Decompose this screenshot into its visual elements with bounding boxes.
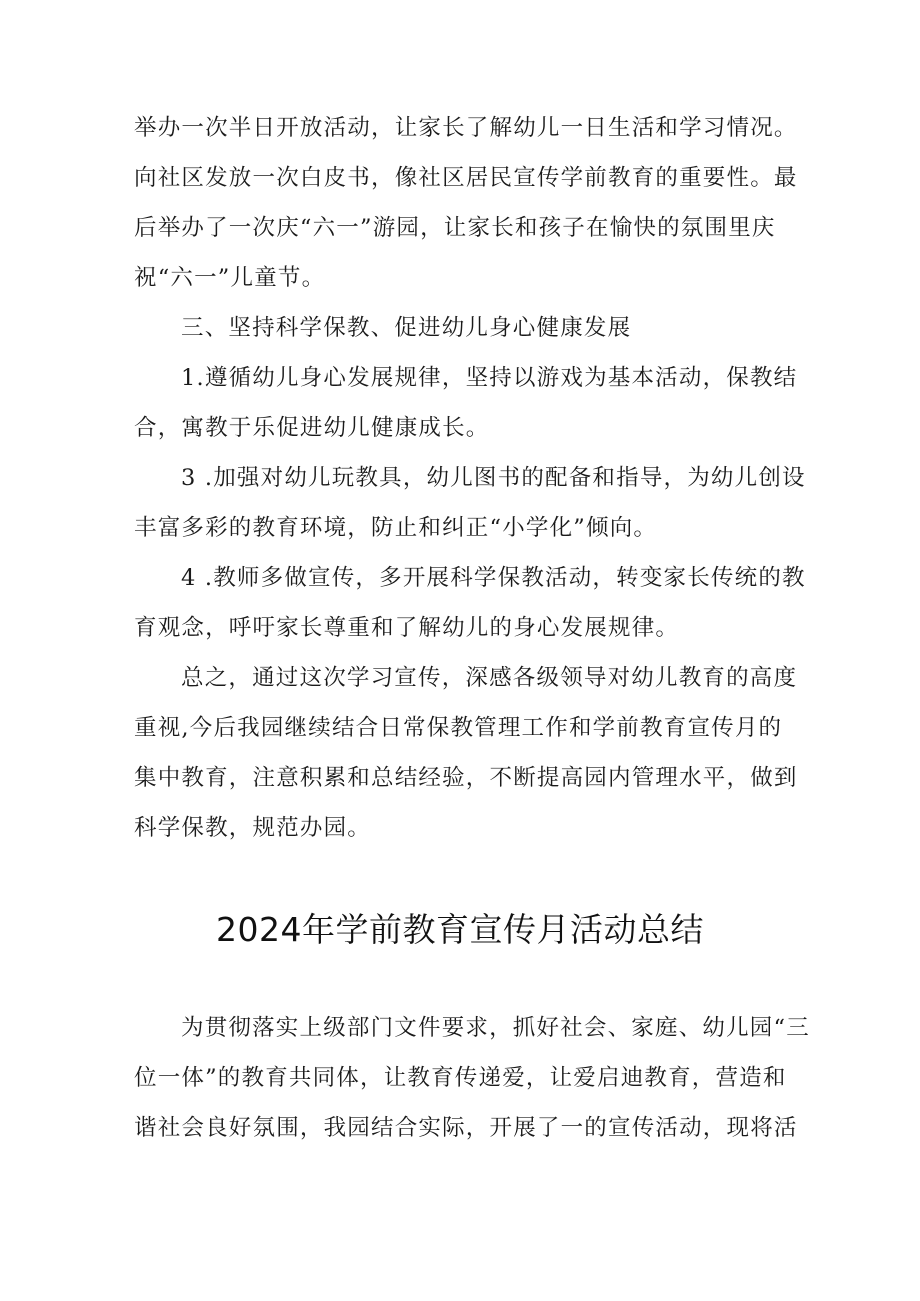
section-heading: 三、坚持科学保教、促进幼儿身心健康发展 <box>181 315 632 341</box>
list-item-line: 3 .加强对幼儿玩教具，幼儿图书的配备和指导，为幼儿创设 <box>181 465 806 491</box>
text-line: 总之，通过这次学习宣传，深感各级领导对幼儿教育的高度 <box>181 665 798 691</box>
list-item-line: 4 .教师多做宣传，多开展科学保教活动，转变家长传统的教 <box>181 565 806 591</box>
text-line: 重视,今后我园继续结合日常保教管理工作和学前教育宣传月的 <box>134 715 783 741</box>
text-line: 向社区发放一次白皮书，像社区居民宣传学前教育的重要性。最 <box>134 165 798 191</box>
text-line: 祝“六一”儿童节。 <box>134 265 326 291</box>
text-line: 为贯彻落实上级部门文件要求，抓好社会、家庭、幼儿园“三 <box>181 1015 810 1041</box>
list-item-line: 1.遵循幼儿身心发展规律，坚持以游戏为基本活动，保教结 <box>181 365 798 391</box>
text-line: 科学保教，规范办园。 <box>134 815 372 841</box>
text-line: 谐社会良好氛围，我园结合实际，开展了一的宣传活动，现将活 <box>134 1115 798 1141</box>
text-line: 位一体”的教育共同体，让教育传递爱，让爱启迪教育，营造和 <box>134 1065 787 1091</box>
list-item-line: 育观念，呼吁家长尊重和了解幼儿的身心发展规律。 <box>134 615 680 641</box>
list-item-line: 丰富多彩的教育环境，防止和纠正“小学化”倾向。 <box>134 515 658 541</box>
text-line: 集中教育，注意积累和总结经验，不断提高园内管理水平，做到 <box>134 765 798 791</box>
text-line: 后举办了一次庆“六一”游园，让家长和孩子在愉快的氛围里庆 <box>134 215 776 241</box>
text-line: 举办一次半日开放活动，让家长了解幼儿一日生活和学习情况。 <box>134 115 798 141</box>
document-title: 2024年学前教育宣传月活动总结 <box>216 910 704 949</box>
list-item-line: 合，寓教于乐促进幼儿健康成长。 <box>134 415 490 441</box>
